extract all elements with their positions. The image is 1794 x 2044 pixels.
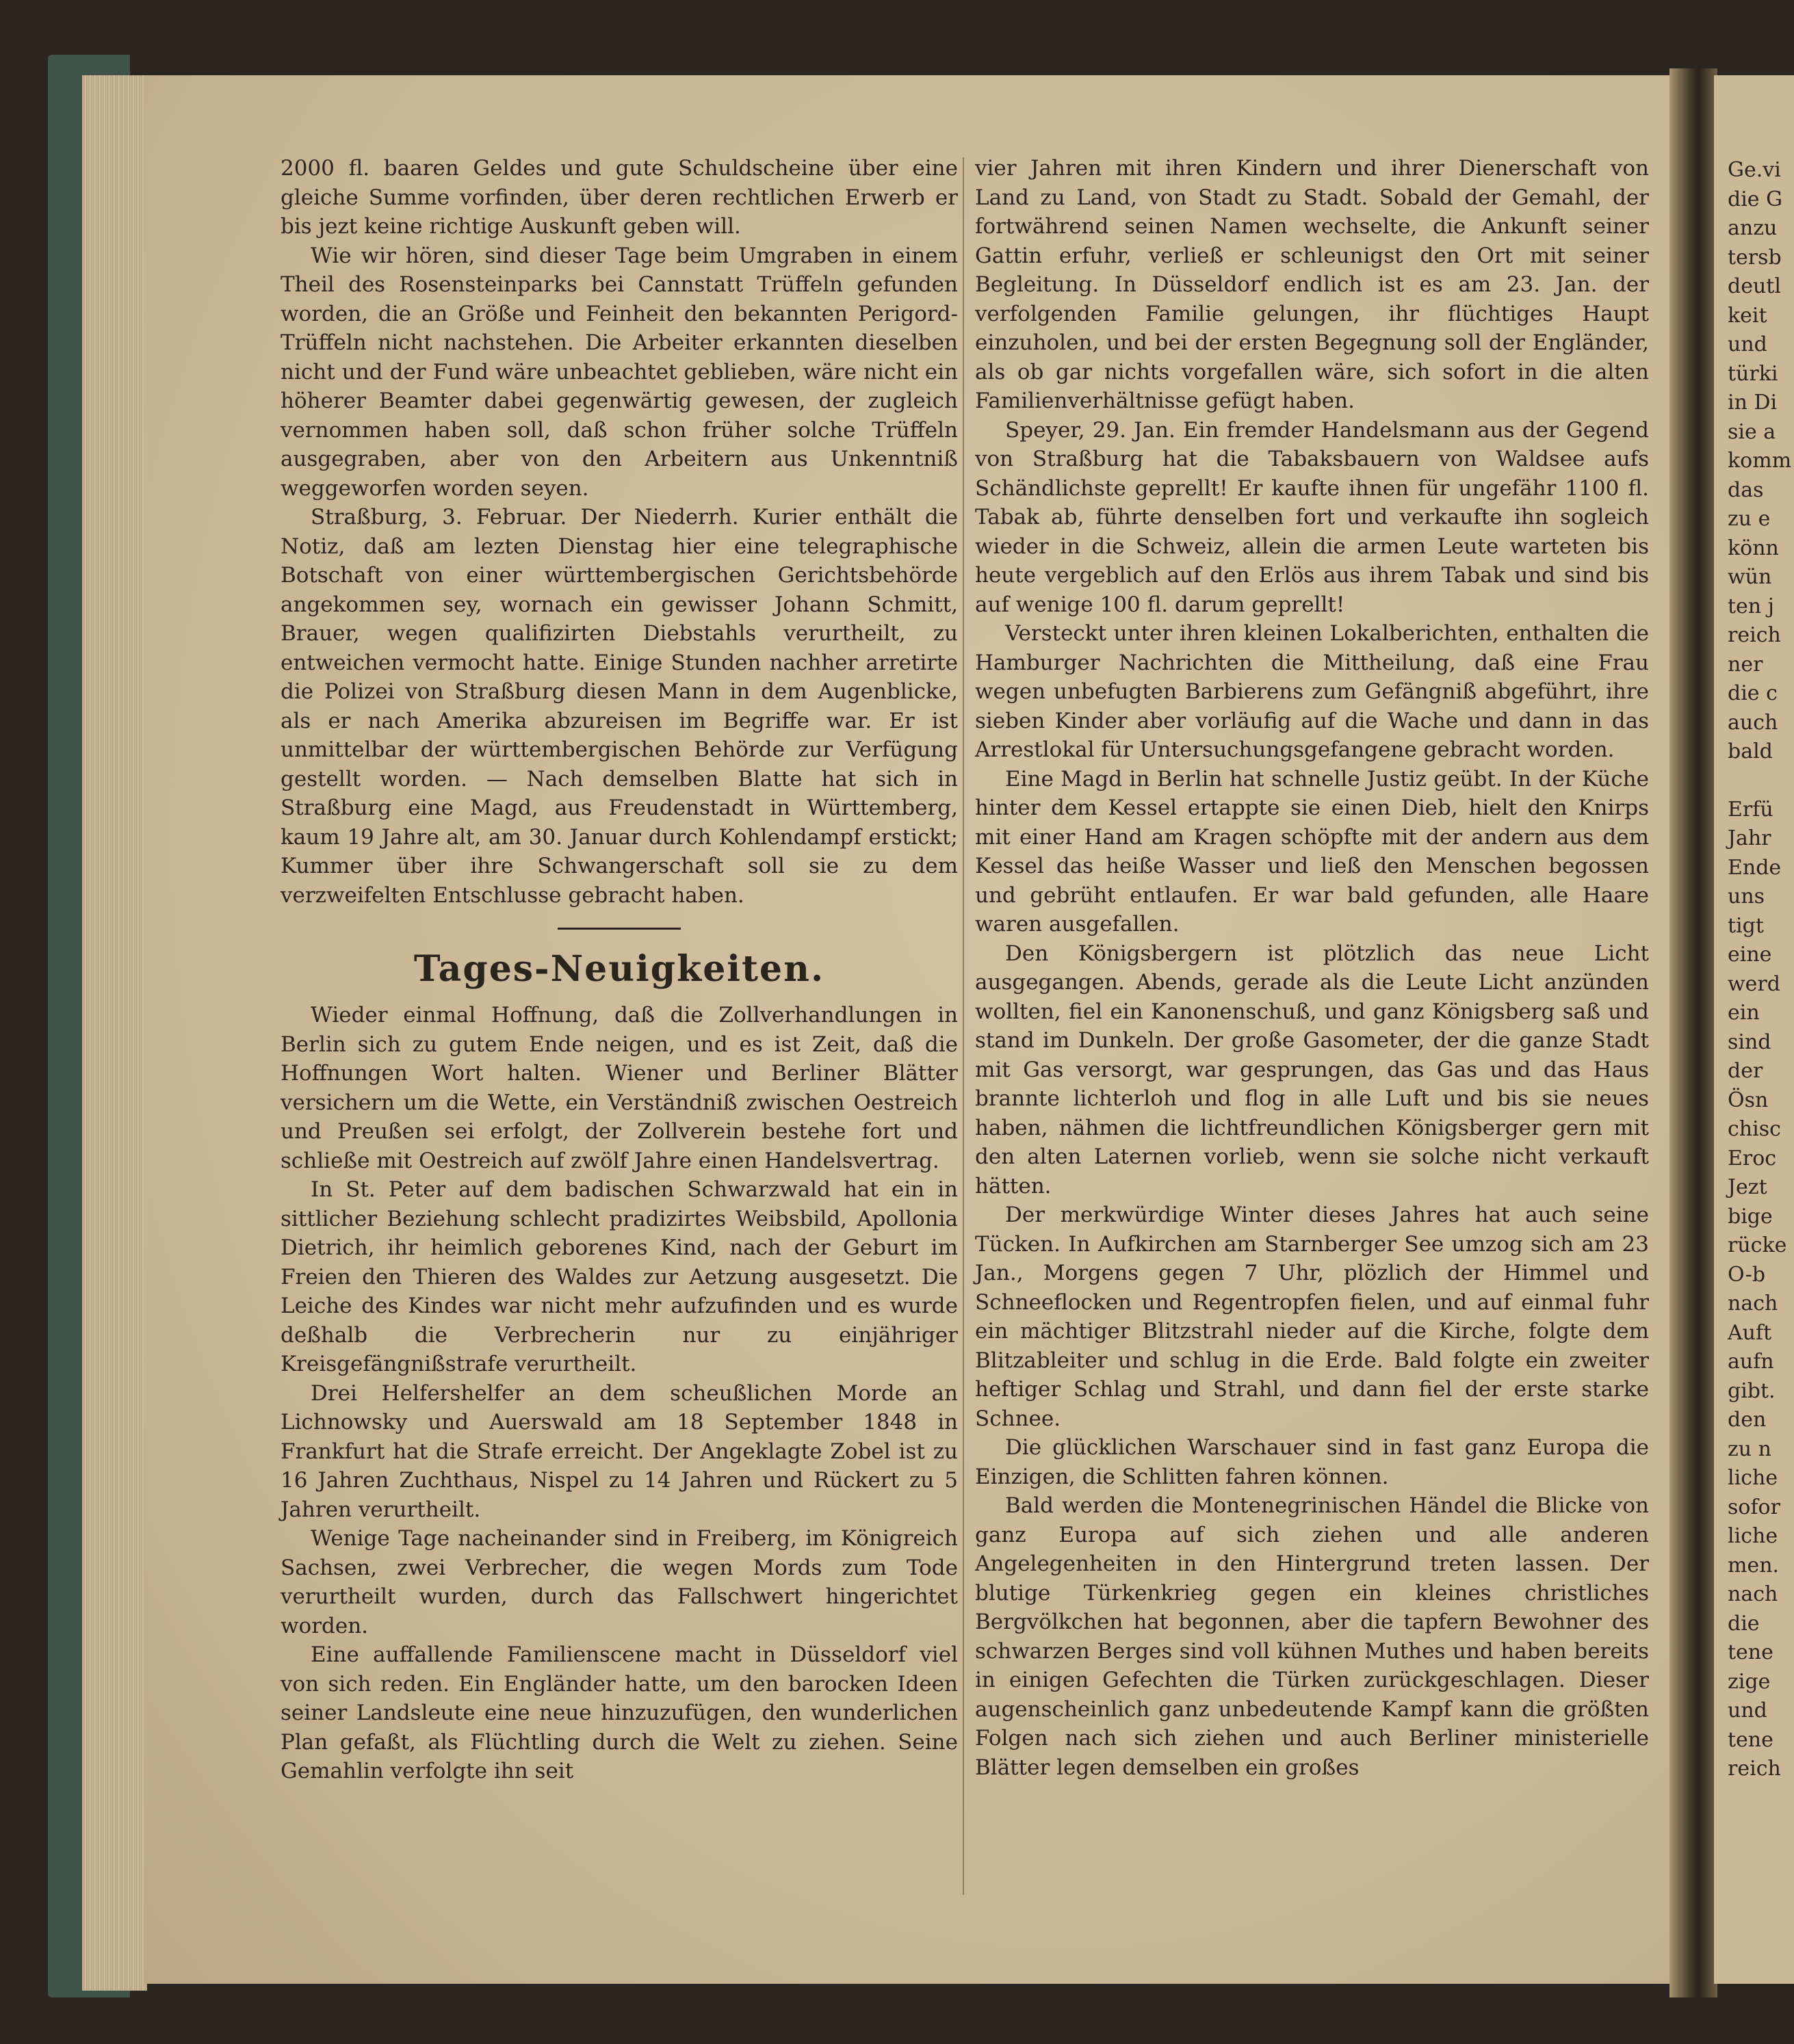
- next-page-line: zige: [1728, 1669, 1771, 1694]
- next-page-line: Ösn: [1728, 1088, 1769, 1112]
- section-headline: Tages-Neuigkeiten.: [413, 948, 825, 990]
- next-page-line: tersb: [1728, 245, 1782, 270]
- article-paragraph: Wenige Tage nacheinander sind in Freiberg, im Königreich Sachsen, zwei Verbrecher, die wegen Mords zum Tode verurtheilt wurden, durch das Fallschwert hingerichtet worden.: [281, 1526, 958, 1638]
- next-page-line: und: [1728, 1699, 1767, 1722]
- book-gutter: [1669, 68, 1717, 1997]
- next-page-line: bald: [1728, 739, 1773, 763]
- page-edges: [82, 75, 147, 1991]
- next-page-line: reich: [1728, 1757, 1781, 1781]
- next-page-line: komm: [1728, 449, 1792, 473]
- next-page-line: ner: [1728, 652, 1763, 677]
- next-page-line: sofor: [1728, 1495, 1780, 1519]
- column-rule: [963, 157, 964, 1895]
- next-page-line: bige: [1728, 1204, 1773, 1229]
- article-paragraph: Die glücklichen Warschauer sind in fast ganz Europa die Einzigen, die Schlitten fahren können.: [975, 1435, 1649, 1489]
- left-column: [281, 154, 958, 1786]
- right-column: [975, 154, 1649, 1782]
- next-page-line: zu e: [1728, 507, 1771, 531]
- next-page-line: rücke: [1728, 1233, 1787, 1257]
- next-page-line: Auft: [1728, 1320, 1772, 1345]
- next-page-line: werd: [1728, 971, 1780, 996]
- article-paragraph: vier Jahren mit ihren Kindern und ihrer Dienerschaft von Land zu Land, von Stadt zu Stadt. Sobald der Gemahl, der fortwährend seinen Namen wechselte, die Ankunft seiner Gattin erfuhr, verließ er schleunigst den Ort mit seiner Begleitung. In Düsseldorf endlich ist es am 23. Jan. der verfolgenden Familie gelungen, ihr flüchtiges Haupt einzuholen, und bei der ersten Begegnung soll der Engländer, als ob gar nichts vorgefallen wäre, sich sofort in die alten Familienverhältnisse gefügt haben.: [975, 156, 1649, 413]
- next-page-line: reich: [1728, 623, 1781, 647]
- next-page-line: O-b: [1728, 1262, 1766, 1287]
- next-page-line: auch: [1728, 710, 1778, 735]
- next-page-line: nach: [1728, 1292, 1778, 1315]
- next-page-line: tigt: [1728, 913, 1764, 938]
- next-page-line: Erfü: [1728, 797, 1773, 822]
- next-page-line: nach: [1728, 1582, 1778, 1606]
- next-page-line: ten j: [1728, 594, 1774, 618]
- next-page-line: [1728, 767, 1794, 796]
- section-divider: [558, 928, 681, 930]
- next-page-line: sind: [1728, 1030, 1771, 1054]
- next-page-line: Eroc: [1728, 1146, 1777, 1170]
- article-paragraph: Versteckt unter ihren kleinen Lokalberichten, enthalten die Hamburger Nachrichten die Mittheilung, daß eine Frau wegen unbefugten Barbierens zum Gefängniß abgeführt, ihre sieben Kinder aber vorläufig auf die Wache und dann in das Arrestlokal für Untersuchungsgefangene gebracht worden.: [975, 621, 1649, 762]
- article-paragraph: Den Königsbergern ist plötzlich das neue Licht ausgegangen. Abends, gerade als die Leute Licht anzünden wollten, fiel ein Kanonenschuß, und ganz Königsberg saß und stand im Dunkeln. Der große Gasometer, der die ganze Stadt mit Gas versorgt, war gesprungen, das Gas und das Haus brannte lichterloh und flog in alle Luft und bis sie neues haben, nähmen die lichtfreundlichen Königsberger gern mit den alten Laternen vorlieb, wenn sie solche nicht verkauft hätten.: [975, 941, 1649, 1198]
- next-page-text: [1728, 156, 1794, 1784]
- next-page-line: sie a: [1728, 419, 1776, 444]
- article-paragraph: Bald werden die Montenegrinischen Händel die Blicke von ganz Europa auf sich ziehen und alle anderen Angelegenheiten in den Hintergrund treten lassen. Der blutige Türkenkrieg gegen ein kleines christliches Bergvölkchen hat begonnen, aber die tapfern Bewohner des schwarzen Berges sind voll kühnen Muthes und haben bereits in einigen Gefechten die Türken zurückgeschlagen. Dieser augenscheinlich ganz unbedeutende Kampf kann die größten Folgen nach sich ziehen und auch Berliner ministerielle Blätter legen demselben ein großes: [975, 1493, 1649, 1780]
- next-page-line: die G: [1728, 187, 1783, 211]
- next-page-line: und: [1728, 332, 1767, 356]
- next-page-line: deutl: [1728, 274, 1781, 298]
- article-paragraph: 2000 fl. baaren Geldes und gute Schuldscheine über eine gleiche Summe vorfinden, über deren rechtlichen Erwerb er bis jezt keine richtige Auskunft geben will.: [281, 156, 958, 239]
- article-paragraph: In St. Peter auf dem badischen Schwarzwald hat ein in sittlicher Beziehung schlecht pradizirtes Weibsbild, Apollonia Dietrich, ihr heimlich geborenes Kind, nach der Geburt im Freien den Thieren des Waldes zur Aetzung ausgesetzt. Die Leiche des Kindes war nicht mehr aufzufinden und es wurde deßhalb die Verbrecherin nur zu einjähriger Kreisgefängnißstrafe verurtheilt.: [281, 1177, 958, 1376]
- next-page-line: aufn: [1728, 1350, 1774, 1374]
- next-page-line: ein: [1728, 1001, 1760, 1025]
- next-page-line: uns: [1728, 885, 1765, 908]
- next-page-line: gibt.: [1728, 1378, 1776, 1403]
- next-page-line: eine: [1728, 943, 1772, 967]
- article-paragraph: Wieder einmal Hoffnung, daß die Zollverhandlungen in Berlin sich zu gutem Ende neigen, und es ist Zeit, daß die Hoffnungen Wort halten. Wiener und Berliner Blätter versichern um die Wette, ein Verständniß zwischen Oestreich und Preußen sei erfolgt, der Zollverein bestehe fort und schließe mit Oestreich auf zwölf Jahre einen Handelsvertrag.: [281, 1003, 958, 1173]
- article-paragraph: Straßburg, 3. Februar. Der Niederrh. Kurier enthält die Notiz, daß am lezten Dienstag hier eine telegraphische Botschaft von einer württembergischen Gerichtsbehörde angekommen sey, wornach ein gewisser Johann Schmitt, Brauer, wegen qualifizirten Diebstahls verurtheilt, zu entweichen vermocht hatte. Einige Stunden nachher arretirte die Polizei von Straßburg diesen Mann in dem Augenblicke, als er nach Amerika abzureisen im Begriffe war. Er ist unmittelbar der württembergischen Behörde zur Verfügung gestellt worden. — Nach demselben Blatte hat sich in Straßburg eine Magd, aus Freudenstadt in Württemberg, kaum 19 Jahre alt, am 30. Januar durch Kohlendampf erstickt; Kummer über ihre Schwangerschaft soll sie zu dem verzweifelten Entschlusse gebracht haben.: [281, 505, 958, 908]
- article-paragraph: Speyer, 29. Jan. Ein fremder Handelsmann aus der Gegend von Straßburg hat die Tabaksbauern von Waldsee aufs Schändlichste geprellt! Er kaufte ihnen für ungefähr 1100 fl. Tabak ab, führte denselben fort und verkaufte ihn sogleich wieder in die Schweiz, allein die armen Leute warteten bis heute vergeblich auf den Erlös aus ihrem Tabak und sind bis auf wenige 100 fl. darum geprellt!: [975, 417, 1649, 617]
- next-page-line: liche: [1728, 1466, 1778, 1490]
- next-page-line: Jezt: [1728, 1175, 1767, 1199]
- next-page-line: Ge.vi: [1728, 158, 1781, 182]
- article-paragraph: Eine auffallende Familienscene macht in Düsseldorf viel von sich reden. Ein Engländer hatte, um den barocken Ideen seiner Landsleute eine neue hinzuzufügen, den wunderlichen Plan gefaßt, als Flüchtling durch die Welt zu ziehen. Seine Gemahlin verfolgte ihn seit: [281, 1642, 958, 1783]
- next-page-line: die c: [1728, 681, 1778, 705]
- next-page-line: den: [1728, 1408, 1767, 1432]
- next-page-fragment: [1714, 75, 1794, 1984]
- next-page-line: liche: [1728, 1524, 1778, 1548]
- next-page-line: türki: [1728, 361, 1778, 386]
- article-paragraph: Wie wir hören, sind dieser Tage beim Umgraben in einem Theil des Rosensteinparks bei Cannstatt Trüffeln gefunden worden, die an Größe und Feinheit den bekannten Perigord-Trüffeln nicht nachstehen. Die Arbeiter erkannten dieselben nicht und der Fund wäre unbeachtet geblieben, wäre nicht ein höherer Beamter dabei gegenwärtig gewesen, der zugleich vernommen haben soll, daß schon früher solche Trüffeln ausgegraben, aber von den Arbeitern aus Unkenntniß weggeworfen worden seyen.: [281, 243, 958, 501]
- next-page-line: chisc: [1728, 1117, 1781, 1141]
- next-page-line: men.: [1728, 1553, 1780, 1577]
- next-page-line: das: [1728, 477, 1764, 502]
- article-paragraph: Eine Magd in Berlin hat schnelle Justiz geübt. In der Küche hinter dem Kessel ertappte sie einen Dieb, hielt den Knirps mit einer Hand am Kragen schöpfte mit der andern aus dem Kessel das heiße Wasser und ließ den Menschen begossen und gebrüht entlaufen. Er war bald gefunden, alle Haare waren ausgefallen.: [975, 766, 1649, 936]
- article-paragraph: Drei Helfershelfer an dem scheußlichen Morde an Lichnowsky und Auerswald am 18 September 1848 in Frankfurt hat die Strafe erreicht. Der Angeklagte Zobel ist zu 16 Jahren Zuchthaus, Nispel zu 14 Jahren und Rückert zu 5 Jahren verurtheilt.: [281, 1380, 958, 1522]
- next-page-line: tene: [1728, 1640, 1773, 1664]
- next-page-line: wün: [1728, 565, 1772, 589]
- next-page-line: anzu: [1728, 216, 1778, 240]
- next-page-line: Ende: [1728, 855, 1782, 880]
- next-page-line: keit: [1728, 303, 1767, 328]
- next-page-line: Jahr: [1728, 826, 1771, 850]
- next-page-line: die: [1728, 1611, 1760, 1636]
- next-page-line: tene: [1728, 1727, 1773, 1752]
- next-page-line: könn: [1728, 536, 1779, 560]
- article-paragraph: Der merkwürdige Winter dieses Jahres hat auch seine Tücken. In Aufkirchen am Starnberger See umzog sich am 23 Jan., Morgens gegen 7 Uhr, plözlich der Himmel und Schneeflocken und Regentropfen fielen, und auf einmal fuhr ein mächtiger Blitzstrahl nieder auf die Kirche, folgte dem Blitzableiter und schlug in die Erde. Bald folgte ein zweiter heftiger Schlag und Strahl, und dann fiel der erste starke Schnee.: [975, 1203, 1649, 1431]
- next-page-line: in Di: [1728, 391, 1778, 415]
- next-page-line: der: [1728, 1059, 1763, 1083]
- next-page-line: zu n: [1728, 1437, 1771, 1461]
